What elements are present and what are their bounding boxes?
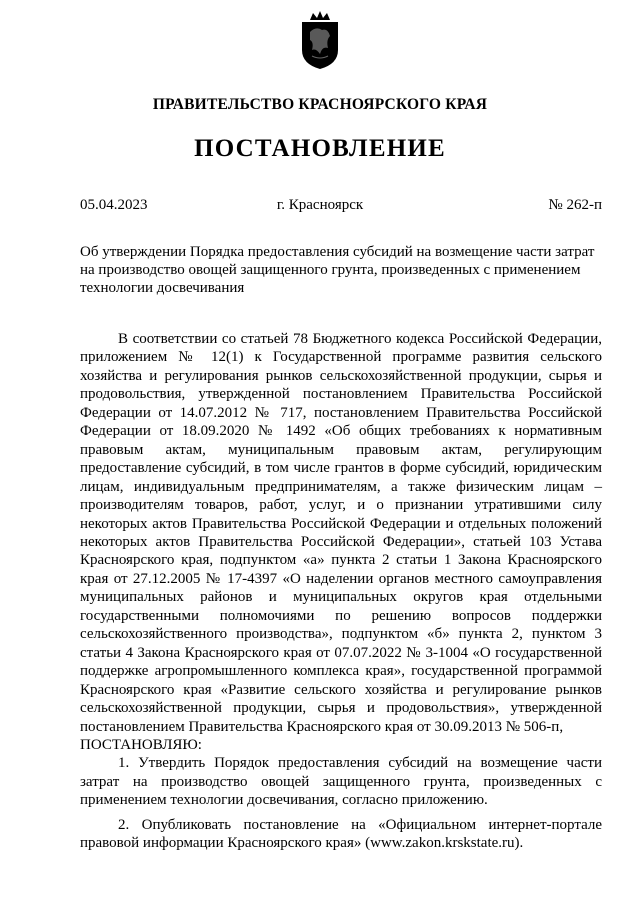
item-1-paragraph: 1. Утвердить Порядок предоставления субсидий на возмещение части затрат на производство овощей защищенного грунта, произведенных с применением технологии досвечивания, согласно приложению.: [80, 755, 602, 809]
government-title: ПРАВИТЕЛЬСТВО КРАСНОЯРСКОГО КРАЯ: [152, 96, 488, 113]
preamble-paragraph: В соответствии со статьей 78 Бюджетного кодекса Российской Федерации, приложением № 12(1) к Государственной программе развития сельского хозяйства и регулирования рынков сельскохозяйственной продукции, сырья и продовольствия, утвержденной постановлением Правительства Российской Федерации от 14.07.2012 № 717, постановлением Правительства Российской Федерации от 18.09.2020 № 1492 «Об общих требованиях к нормативным правовым актам, муниципальным правовым актам, регулирующим предоставление субсидий, в том числе грантов в форме субсидий, юридическим лицам, индивидуальным предпринимателям, а также физическим лицам – производителям товаров, работ, услуг, и о признании утратившими силу некоторых актов Правительства Российской Федерации и отдельных положений некоторых актов Правительства Российской Федерации», статьей 103 Устава Красноярского края, подпунктом «а» пункта 2 статьи 1 Закона Красноярского края от 27.12.2005 № 17-4397 «О наделении органов местного самоуправления муниципальных районов и муниципальных округов края отдельными государственными полномочиями по решению вопросов поддержки сельскохозяйственного производства», подпунктом «б» пункта 2, пунктом 3 статьи 4 Закона Красноярского края от 07.07.2022 № 3-1004 «О государственной поддержке агропромышленного комплекса края», государственной программой Красноярского края «Развитие сельского хозяйства и регулирование рынков сельскохозяйственной продукции, сырья и продовольствия», утвержденной постановлением Правительства Красноярского края от 30.09.2013 № 506-п,: [80, 331, 602, 735]
document-city: г. Красноярск: [276, 197, 364, 213]
item-2-paragraph: 2. Опубликовать постановление на «Официальном интернет-портале правовой информации Красноярского края» (www.zakon.krskstate.ru).: [80, 816, 602, 852]
document-body: [80, 330, 602, 853]
document-subject: Об утверждении Порядка предоставления субсидий на возмещение части затрат на производство овощей защищенного грунта, произведенных с применением технологии досвечивания: [80, 244, 595, 296]
coat-of-arms-icon: [298, 10, 342, 70]
document-number: № 262-п: [548, 197, 602, 213]
document-type: ПОСТАНОВЛЕНИЕ: [194, 135, 446, 162]
resolve-statement: ПОСТАНОВЛЯЮ:: [80, 736, 202, 753]
document-date: 05.04.2023: [80, 197, 148, 213]
